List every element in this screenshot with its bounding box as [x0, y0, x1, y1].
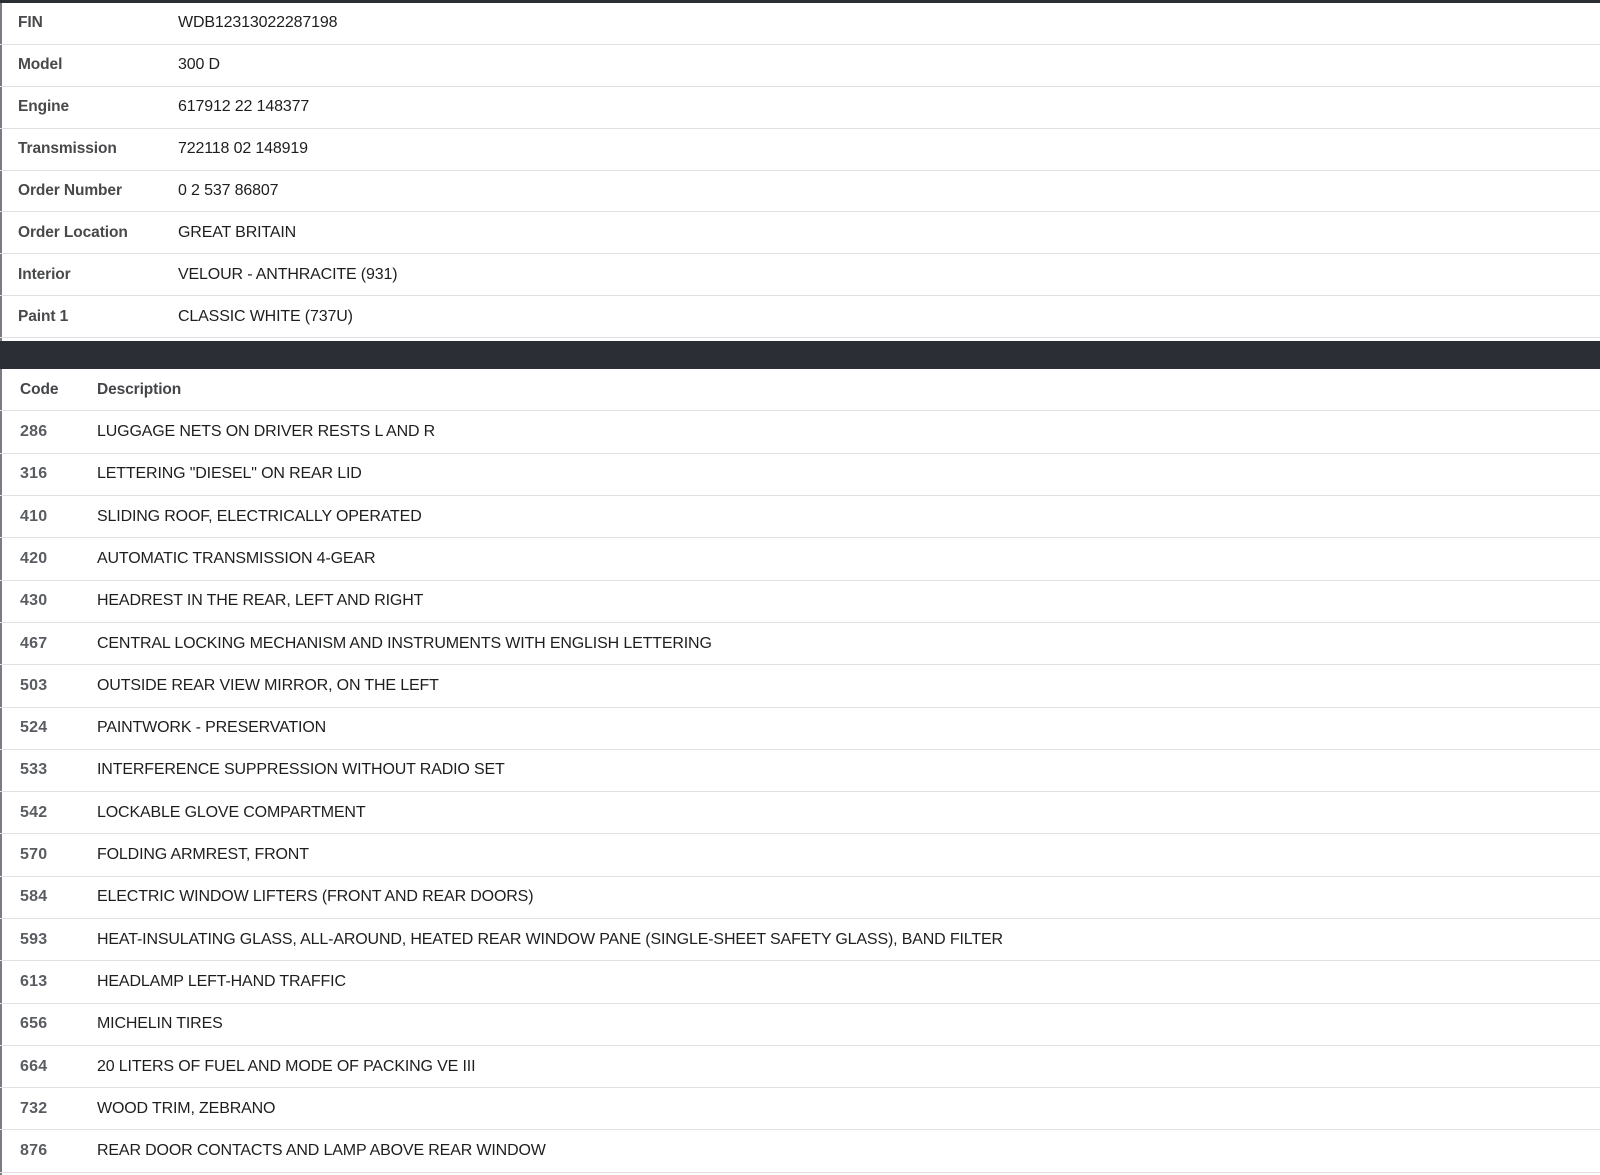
- option-code: 593: [20, 930, 48, 948]
- option-description: SLIDING ROOF, ELECTRICALLY OPERATED: [97, 507, 422, 525]
- spec-label: Model: [18, 56, 63, 74]
- option-description: LOCKABLE GLOVE COMPARTMENT: [97, 803, 366, 821]
- spec-value: 300 D: [178, 56, 220, 74]
- option-description: REAR DOOR CONTACTS AND LAMP ABOVE REAR WINDOW: [97, 1142, 546, 1160]
- option-description: ELECTRIC WINDOW LIFTERS (FRONT AND REAR DOORS): [97, 888, 534, 906]
- spec-value: VELOUR - ANTHRACITE (931): [178, 265, 398, 283]
- spec-row-order-number: [0, 171, 1600, 213]
- option-code: 664: [20, 1057, 48, 1075]
- option-code: 467: [20, 634, 48, 652]
- option-row: [0, 623, 1600, 665]
- code-column-header: Code: [20, 380, 59, 398]
- option-description: LETTERING "DIESEL" ON REAR LID: [97, 465, 362, 483]
- option-code: 570: [20, 846, 48, 864]
- options-table: [0, 369, 1600, 1173]
- spec-row-engine: [0, 87, 1600, 129]
- spec-row-interior: [0, 254, 1600, 296]
- option-description: LUGGAGE NETS ON DRIVER RESTS L AND R: [97, 423, 436, 441]
- option-row: [0, 792, 1600, 834]
- option-description: OUTSIDE REAR VIEW MIRROR, ON THE LEFT: [97, 676, 439, 694]
- spec-value: WDB12313022287198: [178, 14, 338, 32]
- option-code: 430: [20, 592, 48, 610]
- spec-label: Engine: [18, 98, 70, 116]
- option-row: [0, 665, 1600, 707]
- spec-row-model: [0, 45, 1600, 87]
- vehicle-info-table: [0, 3, 1600, 338]
- option-row: [0, 708, 1600, 750]
- spec-row-transmission: [0, 129, 1600, 171]
- spec-label: FIN: [18, 14, 43, 32]
- spec-label: Order Number: [18, 182, 122, 199]
- option-row: [0, 750, 1600, 792]
- option-row: [0, 877, 1600, 919]
- option-description: CENTRAL LOCKING MECHANISM AND INSTRUMENTS WITH ENGLISH LETTERING: [97, 634, 712, 652]
- option-description: AUTOMATIC TRANSMISSION 4-GEAR: [97, 549, 376, 567]
- option-row: [0, 834, 1600, 876]
- option-code: 876: [20, 1142, 48, 1160]
- spec-value: 722118 02 148919: [178, 140, 308, 158]
- option-row: [0, 454, 1600, 496]
- spec-value: 0 2 537 86807: [178, 182, 279, 199]
- option-row: [0, 919, 1600, 961]
- spec-row-fin: [0, 3, 1600, 45]
- options-header-row: [0, 369, 1600, 411]
- option-description: PAINTWORK - PRESERVATION: [97, 719, 327, 737]
- option-code: 524: [20, 719, 48, 737]
- option-description: WOOD TRIM, ZEBRANO: [97, 1099, 276, 1117]
- option-description: INTERFERENCE SUPPRESSION WITHOUT RADIO SET: [97, 761, 505, 779]
- spec-value: CLASSIC WHITE (737U): [178, 307, 353, 325]
- spec-label: Paint 1: [18, 307, 69, 325]
- spec-value: GREAT BRITAIN: [178, 223, 297, 241]
- spec-label: Transmission: [18, 140, 117, 158]
- option-row: [0, 496, 1600, 538]
- description-column-header: Description: [97, 380, 182, 398]
- spec-value: 617912 22 148377: [178, 98, 310, 116]
- option-code: 656: [20, 1015, 48, 1033]
- option-row: [0, 411, 1600, 453]
- option-code: 316: [20, 465, 48, 483]
- option-description: MICHELIN TIRES: [97, 1015, 223, 1033]
- option-code: 420: [20, 549, 48, 567]
- option-code: 584: [20, 888, 48, 906]
- option-row: [0, 1088, 1600, 1130]
- spec-label: Order Location: [18, 223, 128, 241]
- option-description: HEADREST IN THE REAR, LEFT AND RIGHT: [97, 592, 424, 610]
- option-row: [0, 1130, 1600, 1172]
- option-row: [0, 1046, 1600, 1088]
- option-code: 613: [20, 972, 48, 990]
- option-row: [0, 538, 1600, 580]
- option-description: FOLDING ARMREST, FRONT: [97, 846, 309, 864]
- spec-row-order-location: [0, 212, 1600, 254]
- option-description: 20 LITERS OF FUEL AND MODE OF PACKING VE III: [97, 1057, 476, 1075]
- top-border-bar: [0, 0, 1600, 3]
- option-row: [0, 1004, 1600, 1046]
- option-code: 286: [20, 423, 48, 441]
- option-description: HEAT-INSULATING GLASS, ALL-AROUND, HEATED REAR WINDOW PANE (SINGLE-SHEET SAFETY GLASS), BAND FILTER: [97, 930, 1003, 948]
- option-code: 732: [20, 1099, 48, 1117]
- spec-label: Interior: [18, 265, 71, 283]
- option-code: 410: [20, 507, 48, 525]
- section-divider-bar: [0, 341, 1600, 369]
- option-row: [0, 961, 1600, 1003]
- option-code: 542: [20, 803, 48, 821]
- option-code: 533: [20, 761, 48, 779]
- option-code: 503: [20, 676, 48, 694]
- option-description: HEADLAMP LEFT-HAND TRAFFIC: [97, 972, 346, 990]
- option-row: [0, 581, 1600, 623]
- spec-row-paint: [0, 296, 1600, 338]
